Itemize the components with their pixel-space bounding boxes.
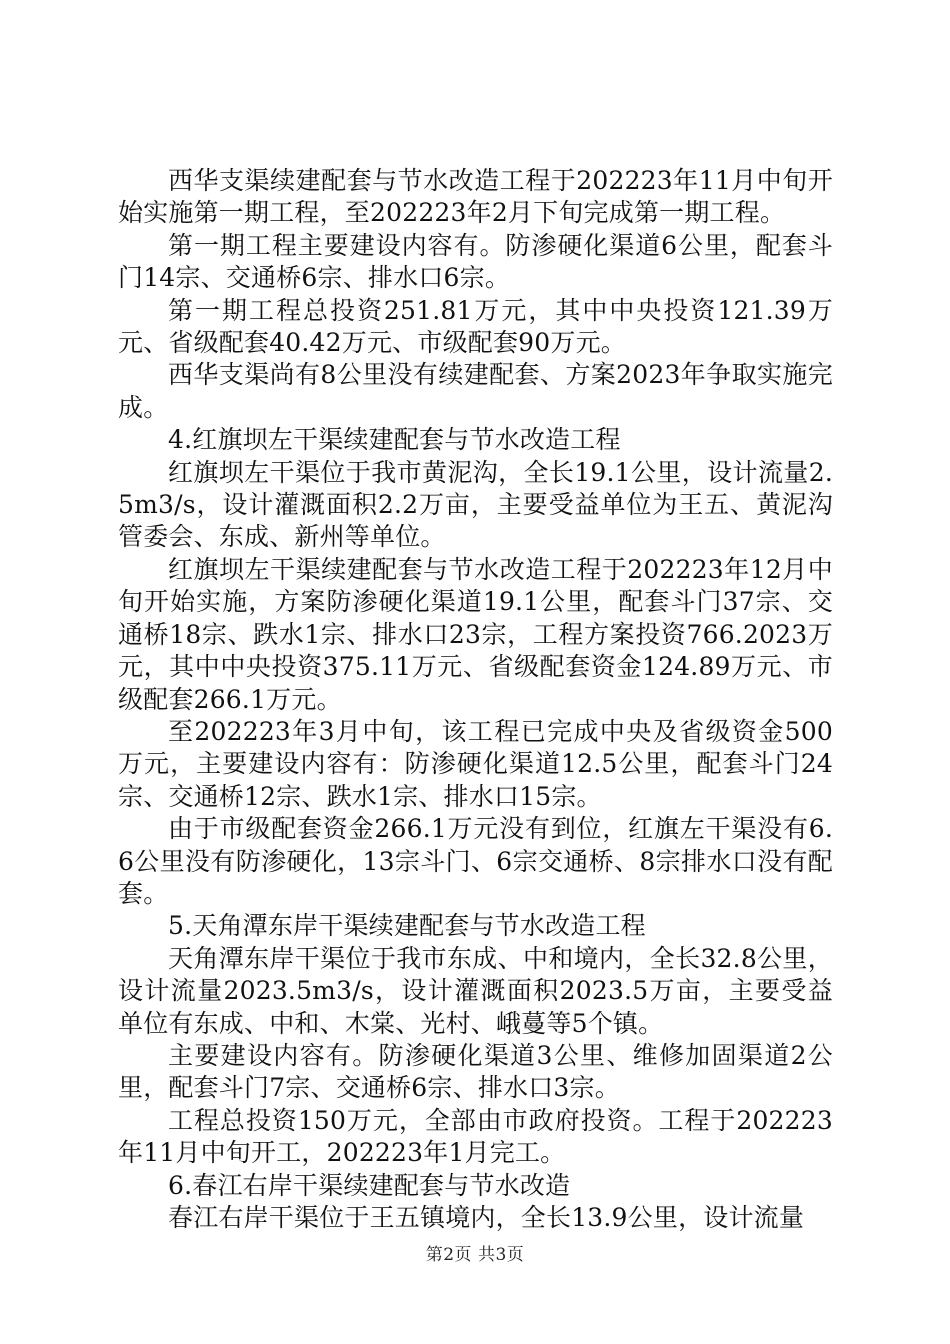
- page-number-footer: 第2页 共3页: [425, 1245, 525, 1265]
- section-heading: 4.红旗坝左干渠续建配套与节水改造工程: [168, 425, 621, 455]
- paragraph: 至202223年3月中旬，该工程已完成中央及省级资金500万元，主要建设内容有：防渗硬化渠道12.5公里，配套斗门24宗、交通桥12宗、跌水1宗、排水口15宗。: [118, 716, 833, 811]
- paragraph: 主要建设内容有。防渗硬化渠道3公里、维修加固渠道2公里，配套斗门7宗、交通桥6宗、排水口3宗。: [118, 1040, 833, 1103]
- paragraph: 红旗坝左干渠位于我市黄泥沟，全长19.1公里，设计流量2.5m3/s，设计灌溉面积2.2万亩，主要受益单位为王五、黄泥沟管委会、东成、新州等单位。: [118, 457, 833, 552]
- paragraph: 西华支渠续建配套与节水改造工程于202223年11月中旬开始实施第一期工程，至202223年2月下旬完成第一期工程。: [118, 166, 833, 228]
- paragraph: 春江右岸干渠位于王五镇境内，全长13.9公里，设计流量: [168, 1203, 805, 1232]
- paragraph: 天角潭东岸干渠位于我市东成、中和境内，全长32.8公里，设计流量2023.5m3/s，设计灌溉面积2023.5万亩，主要受益单位有东成、中和、木棠、光村、峨蔓等5个镇。: [118, 943, 833, 1038]
- paragraph: 第一期工程总投资251.81万元，其中中央投资121.39万元、省级配套40.42万元、市级配套90万元。: [118, 295, 833, 358]
- paragraph: 西华支渠尚有8公里没有续建配套、方案2023年争取实施完成。: [118, 360, 833, 422]
- paragraph: 由于市级配套资金266.1万元没有到位，红旗左干渠没有6.6公里没有防渗硬化，13宗斗门、6宗交通桥、8宗排水口没有配套。: [118, 814, 833, 908]
- section-heading: 6.春江右岸干渠续建配套与节水改造: [168, 1170, 571, 1200]
- paragraph: 第一期工程主要建设内容有。防渗硬化渠道6公里，配套斗门14宗、交通桥6宗、排水口6宗。: [118, 230, 833, 293]
- paragraph: 工程总投资150万元，全部由市政府投资。工程于202223年11月中旬开工，202223年1月完工。: [118, 1105, 833, 1168]
- section-heading: 5.天角潭东岸干渠续建配套与节水改造工程: [168, 911, 646, 941]
- paragraph: 红旗坝左干渠续建配套与节水改造工程于202223年12月中旬开始实施，方案防渗硬化渠道19.1公里，配套斗门37宗、交通桥18宗、跌水1宗、排水口23宗，工程方案投资766.2023万元，其中中央投资375.11万元、省级配套资金124.89万元、市级配套266.1万元。: [118, 554, 833, 714]
- document-body: [118, 165, 833, 1234]
